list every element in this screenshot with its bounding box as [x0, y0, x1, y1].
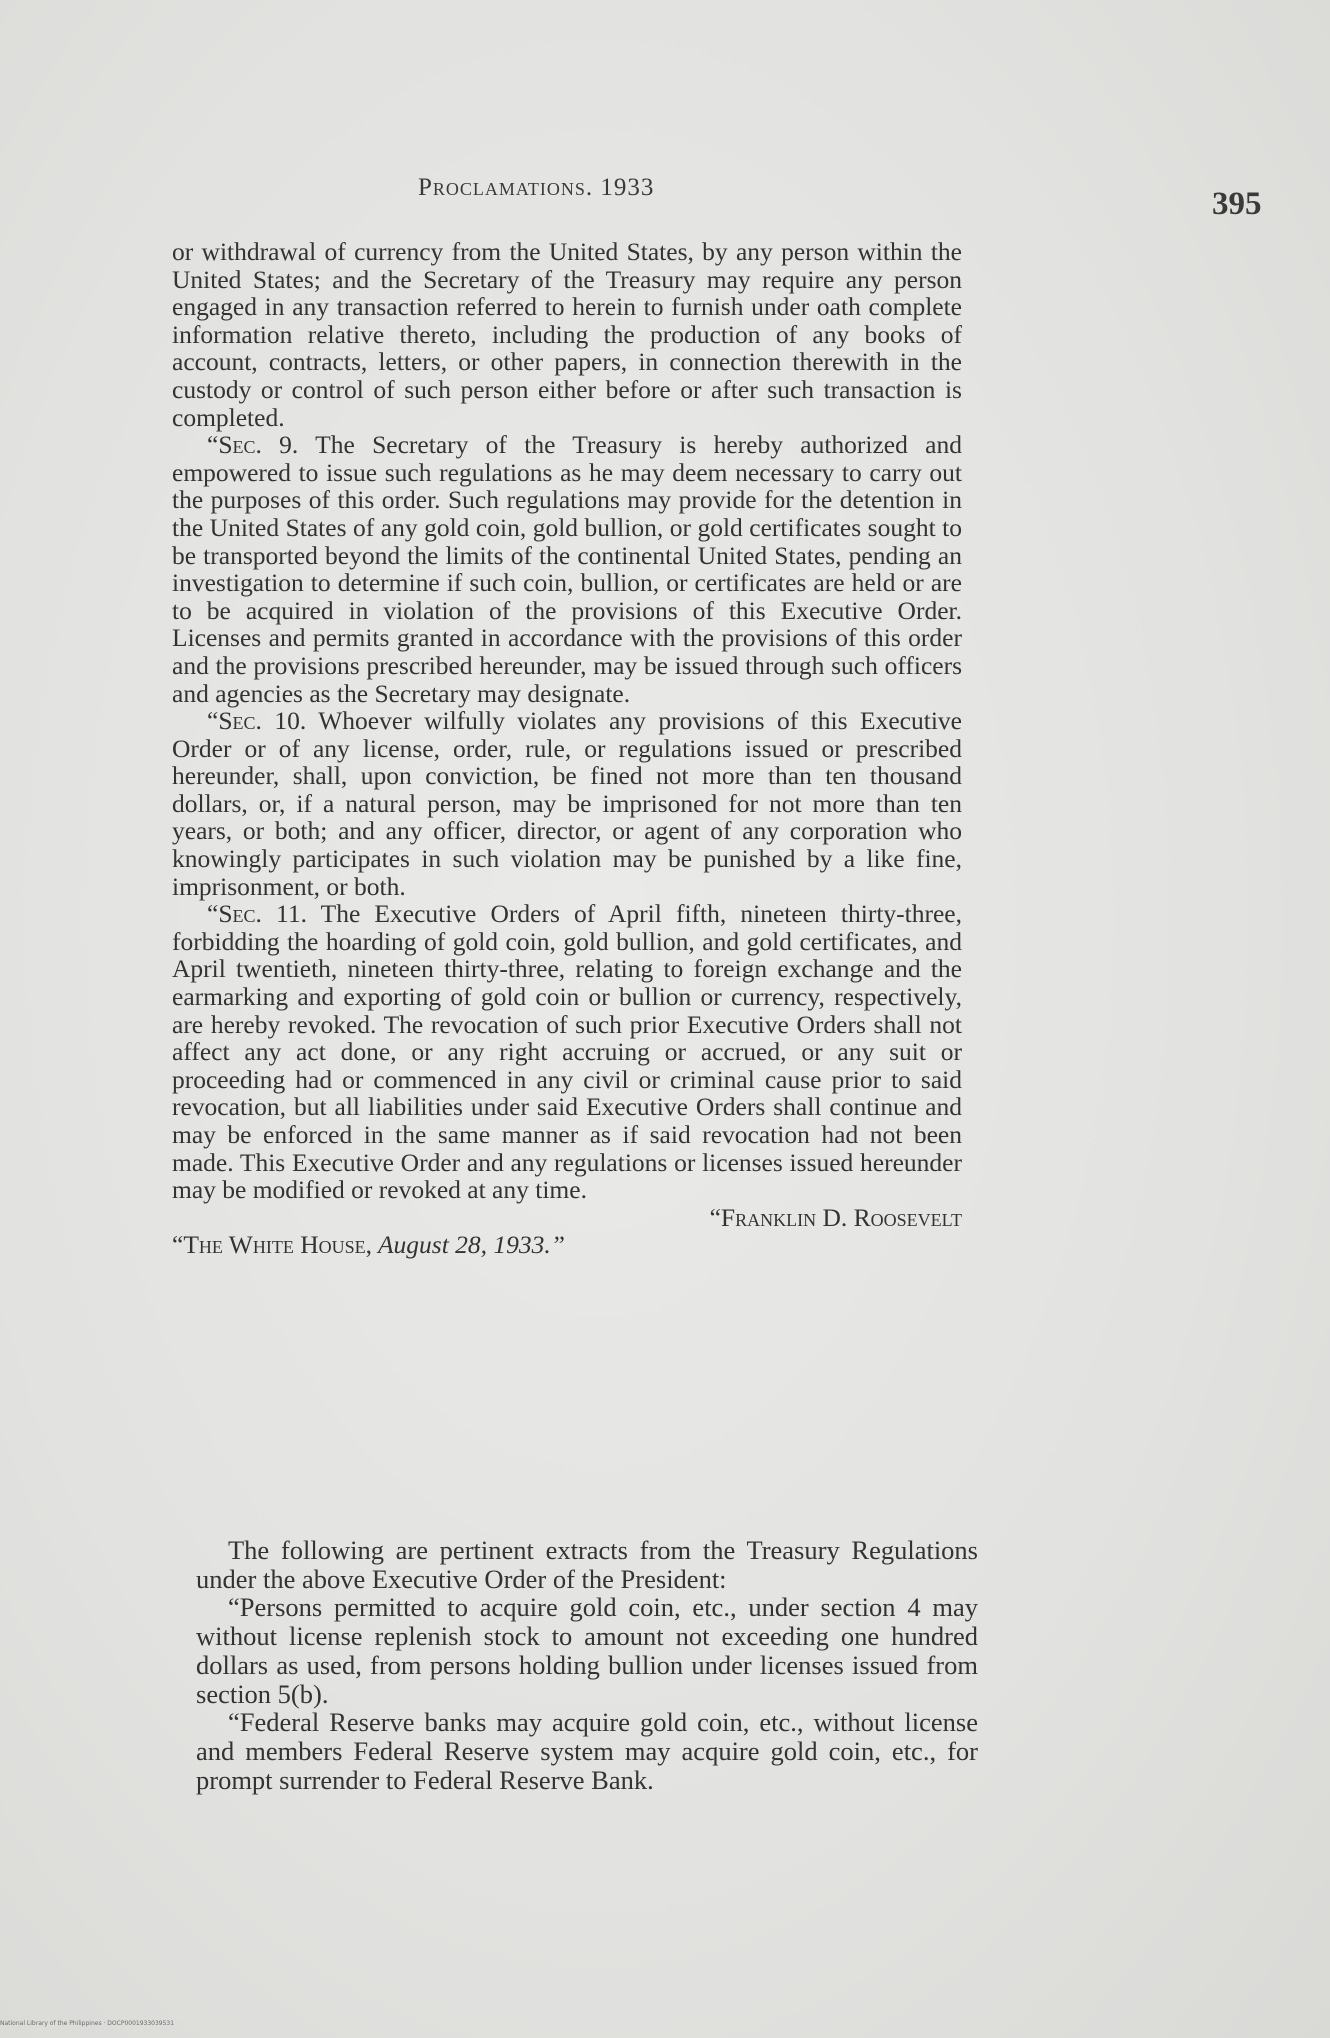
section-11-paragraph	[172, 900, 962, 1204]
paragraph-continuation: or withdrawal of currency from the United States, by any person within the United States; and the Secretary of the Treasury may require any person engaged in any transaction referred to herein to furnish under oath complete information relative thereto, including the production of any books of account, contracts, letters, or other papers, in connection therewith in the custody or control of such person either before or after such transaction is completed.	[172, 237, 962, 432]
section-9-text: The Secretary of the Treasury is hereby authorized and empowered to issue such regulations as he may deem necessary to carry out the purposes of this order. Such regulations may provide for the detention in the United States of any gold coin, gold bullion, or gold certificates sought to be transported beyond the limits of the continental United States, pending an investigation to determine if such coin, bullion, or certificates are held or are to be acquired in violation of the provisions of this Executive Order. Licenses and permits granted in accordance with the provisions of this order and the provisions prescribed hereunder, may be issued through such officers and agencies as the Secretary may designate.	[172, 430, 962, 708]
section-9-paragraph	[172, 431, 962, 707]
dateline-place: “The White House,	[172, 1230, 373, 1260]
treasury-extracts	[196, 1536, 978, 1794]
section-10-label: “Sec. 10.	[207, 706, 307, 736]
running-head	[0, 172, 1330, 222]
section-10-text: Whoever wilfully violates any provisions of this Executive Order or of any license, order, rule, or regulations issued or prescribed hereunder, shall, upon conviction, be fined not more than ten thousand dollars, or, if a natural person, may be imprisoned for not more than ten years, or both; and any officer, director, or agent of any corporation who knowingly participates in such violation may be punished by a like fine, imprisonment, or both.	[172, 706, 962, 901]
scan-credit: National Library of the Philippines · DOCP0001933039531	[0, 2020, 175, 2027]
page-number: 395	[1212, 186, 1262, 222]
section-11-text: The Executive Orders of April fifth, nineteen thirty-three, forbidding the hoarding of gold coin, gold bullion, and gold certificates, and April twentieth, nineteen thirty-three, relating to foreign exchange and the earmarking and exporting of gold coin or bullion or currency, respectively, are hereby revoked. The revocation of such prior Executive Orders shall not affect any act done, or any right accruing or accrued, or any suit or proceeding had or commenced in any civil or criminal cause prior to said revocation, but all liabilities under said Executive Orders shall continue and may be enforced in the same manner as if said revocation had not been made. This Executive Order and any regulations or licenses issued hereunder may be modified or revoked at any time.	[172, 899, 962, 1205]
running-head-title: Proclamations. 1933	[418, 174, 655, 201]
dateline	[172, 1231, 962, 1259]
dateline-date: August 28, 1933.”	[372, 1230, 565, 1260]
section-10-paragraph	[172, 707, 962, 900]
signature-line: “Franklin D. Roosevelt	[709, 1202, 962, 1232]
extract-quote-1: “Persons permitted to acquire gold coin, etc., under section 4 may without license replenish stock to amount not exceeding one hundred dollars as used, from persons holding bullion under licenses issued from section 5(b).	[196, 1592, 978, 1709]
extracts-intro: The following are pertinent extracts from the Treasury Regulations under the above Executive Order of the President:	[196, 1535, 978, 1594]
executive-order-text	[172, 238, 962, 1259]
section-9-label: “Sec. 9.	[207, 430, 299, 460]
section-11-label: “Sec. 11.	[207, 899, 307, 929]
extract-quote-2: “Federal Reserve banks may acquire gold coin, etc., without license and members Federal Reserve system may acquire gold coin, etc., for prompt surrender to Federal Reserve Bank.	[196, 1707, 978, 1795]
